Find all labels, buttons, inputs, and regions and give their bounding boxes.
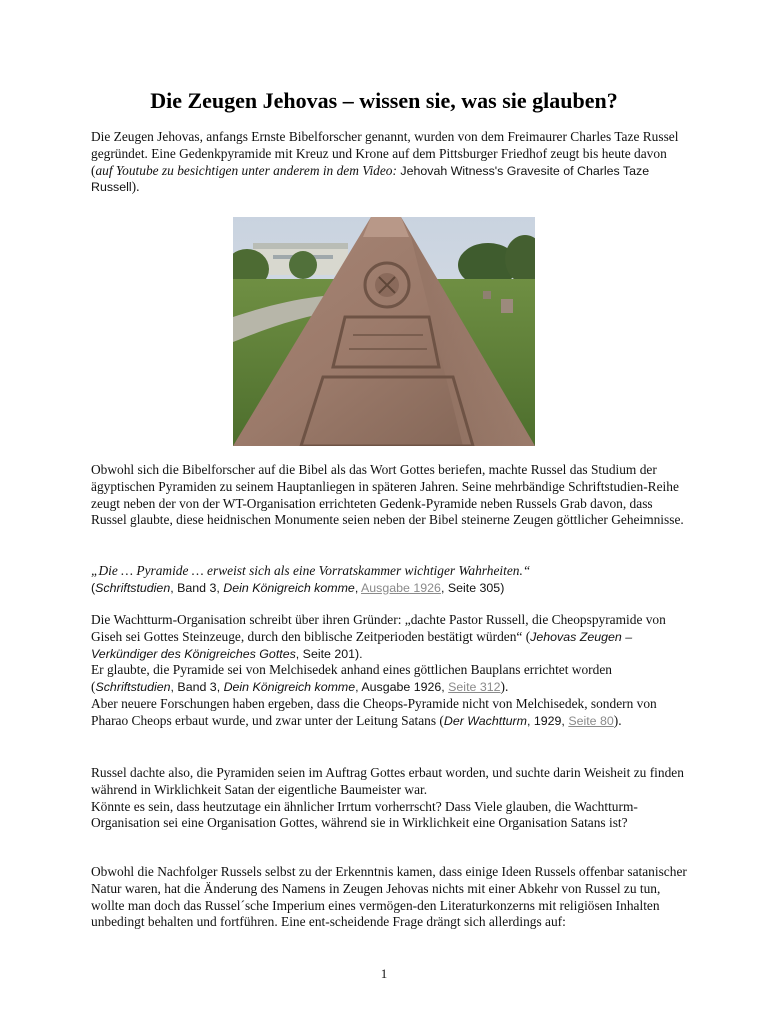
quote-src-comma: , <box>354 580 362 595</box>
paragraph-5-text: Obwohl die Nachfolger Russels selbst zu der Erkenntnis kamen, dass einige Ideen Russels offenbar satanischer Natur waren, hat die Änderung des Namens in Zeugen Jehovas nichts mit einer Abkehr von Russel zu tun, wollte man doch das Russel´sche Imperium eines vermögen-den Literaturkonzerns mit religiösen Inhalten unbedingt behalten und fortführen. Eine ent-scheidende Frage drängt sich allerdings auf: <box>91 864 687 930</box>
quote-src-mid: , Band 3, <box>170 580 224 595</box>
para3-c-source: Der Wachtturm <box>443 713 527 728</box>
video-title: Jehovah Witness's Gravesite of Charles Taze Russell <box>91 163 650 195</box>
para3-a: Die Wachtturm-Organisation schreibt über ihren Gründer: „dachte Pastor Russell, die Cheopspyramide von Giseh sei Gottes Steinzeuge, durch den biblische Zeitperioden bestätigt würden“ ( <box>91 612 666 644</box>
para3-c-end: ). <box>613 712 622 728</box>
paragraph-3 <box>91 612 691 730</box>
para3-b: Er glaubte, die Pyramide sei von Melchisedek anhand eines göttlichen Bauplans errichtet worden ( <box>91 662 612 695</box>
quote-text: „Die … Pyramide … erweist sich als eine Vorratskammer wichtiger Wahrheiten.“ <box>91 563 531 578</box>
para3-b-source1: Schriftstudien <box>95 680 171 695</box>
seite-312-link[interactable]: Seite 312 <box>448 680 501 695</box>
intro-text: Die Zeugen Jehovas, anfangs Ernste Bibelforscher genannt, wurden von dem Freimaurer Charles Taze Russel gegründet. Eine Gedenkpyramide mit Kreuz und Krone auf dem Pittsburger Friedhof zeugt bis heute davon ( <box>91 129 679 178</box>
quote-block <box>91 563 691 597</box>
intro-italic: auf Youtube zu besichtigen unter anderem in dem Video: <box>95 162 397 178</box>
para4-b: Könnte es sein, dass heutzutage ein ähnlicher Irrtum vorherrscht? Dass Viele glauben, die Wachtturm-Organisation sei eine Organisation Gottes, während sie in Wirklichkeit eine Organisation Satans ist? <box>91 798 638 831</box>
quote-src-title: Schriftstudien <box>95 580 171 595</box>
page-title: Die Zeugen Jehovas – wissen sie, was sie glauben? <box>150 88 618 113</box>
quote-src-end: , Seite 305) <box>440 580 505 595</box>
para3-a-end: , Seite 201). <box>295 646 363 661</box>
para3-c-mid: , 1929, <box>526 713 569 728</box>
ausgabe-1926-link[interactable]: Ausgabe 1926 <box>361 580 441 595</box>
intro-paragraph <box>91 129 691 196</box>
photo-svg <box>233 217 535 446</box>
page-number: 1 <box>380 966 388 981</box>
para3-b-end: ). <box>500 679 509 695</box>
quote-src-open: ( <box>91 580 96 595</box>
paragraph-2 <box>91 462 691 529</box>
paragraph-5 <box>91 864 691 931</box>
para3-b-mid2: , Ausgabe 1926, <box>355 680 449 695</box>
quote-src-book: Dein Königreich komme <box>223 580 355 595</box>
pyramid-gravestone-photo <box>233 217 535 446</box>
para3-a-source: Jehovas Zeugen – Verkündiger des Königreiches Gottes <box>91 629 633 661</box>
para3-c: Aber neuere Forschungen haben ergeben, dass die Cheops-Pyramide nicht von Melchisedek, sondern von Pharao Cheops erbaut wurde, und zwar unter der Leitung Satans ( <box>91 695 657 728</box>
seite-80-link[interactable]: Seite 80 <box>568 713 614 728</box>
para4-a: Russel dachte also, die Pyramiden seien im Auftrag Gottes erbaut worden, und suchte darin Weisheit zu finden während in Wirklichkeit Satan der eigentliche Baumeister war. <box>91 765 684 797</box>
paragraph-2-text: Obwohl sich die Bibelforscher auf die Bibel als das Wort Gottes beriefen, machte Russel das Studium der ägyptischen Pyramiden zu seinem Hauptanliegen in späteren Jahren. Seine mehrbändige Schriftstudien-Reihe zeugt neben der von der WT-Organisation errichteten Gedenk-Pyramide neben Russels Grab davon, dass Russel glaubte, diese heidnischen Monumente seien neben der Bibel steinerne Zeugen göttlicher Geheimnisse. <box>91 462 684 528</box>
para3-b-mid: , Band 3, <box>170 680 224 695</box>
para3-b-source2: Dein Königreich komme <box>223 680 356 695</box>
intro-end: ). <box>131 179 140 195</box>
paragraph-4 <box>91 765 691 832</box>
